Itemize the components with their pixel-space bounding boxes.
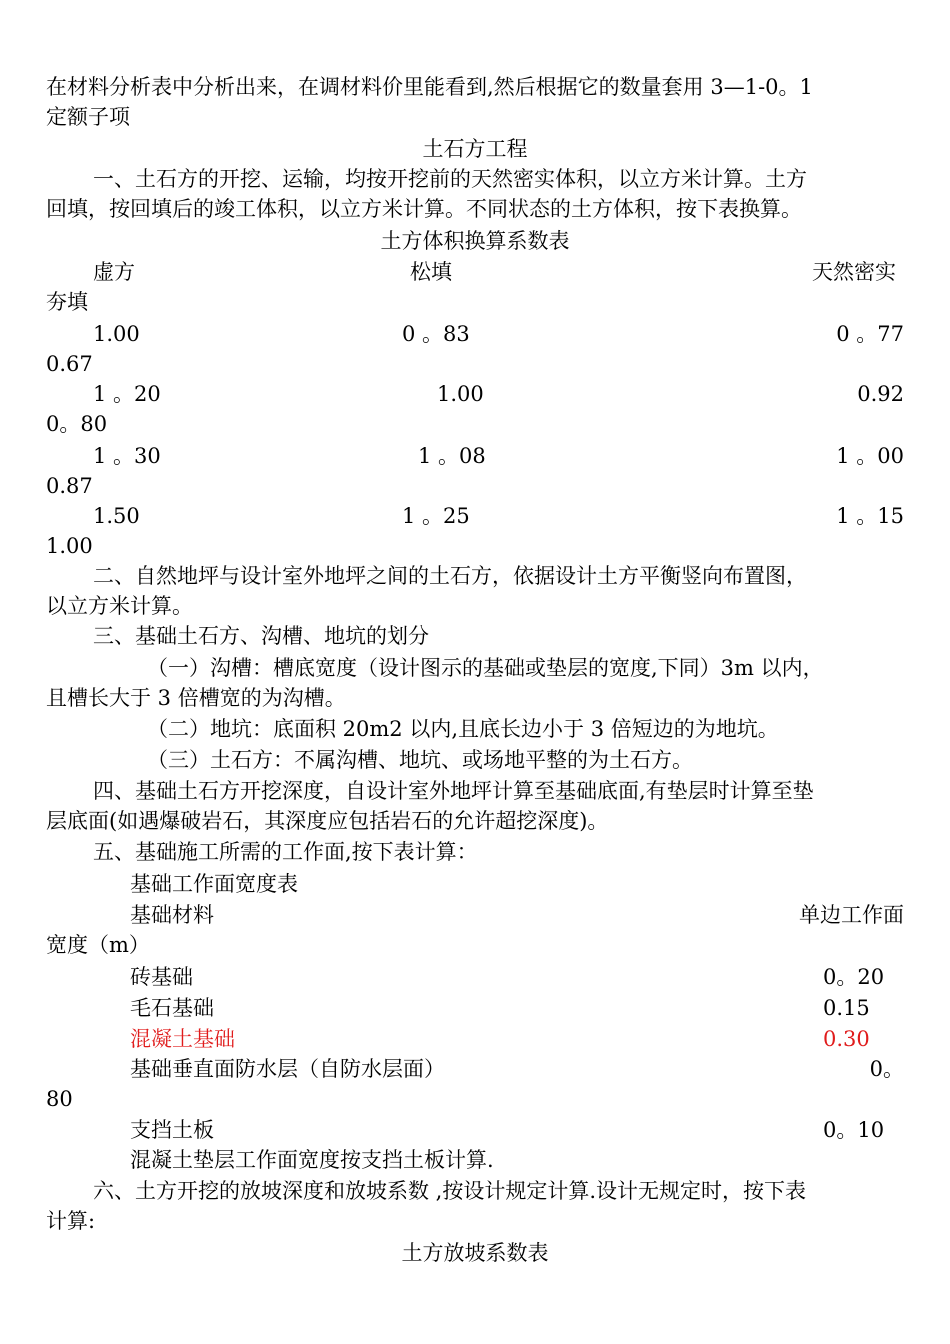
table1-header-natural: 天然密实 bbox=[812, 260, 896, 284]
paragraph-2-line-1: 二、自然地坪与设计室外地坪之间的土石方，依据设计土方平衡竖向布置图， bbox=[93, 564, 807, 588]
table1-r3-c1: 1 。30 bbox=[93, 444, 161, 468]
table1-header-loose: 虚方 bbox=[93, 260, 135, 284]
section-title: 土石方工程 bbox=[422, 137, 528, 161]
table2-header-material: 基础材料 bbox=[130, 903, 214, 927]
paragraph-3-title: 三、基础土石方、沟槽、地坑的划分 bbox=[93, 624, 429, 648]
table2-r4-width-cont: 80 bbox=[46, 1087, 73, 1111]
table3-title: 土方放坡系数表 bbox=[401, 1241, 549, 1265]
table2-note: 混凝土垫层工作面宽度按支挡土板计算. bbox=[130, 1148, 494, 1172]
paragraph-3-item-2: （二）地坑：底面积 20m2 以内,且底长边小于 3 倍短边的为地坑。 bbox=[147, 717, 779, 741]
table1-title: 土方体积换算系数表 bbox=[380, 229, 570, 253]
table1-r4-c1: 1.50 bbox=[93, 504, 140, 528]
table1-r2-c1: 1 。20 bbox=[93, 382, 161, 406]
paragraph-4-line-2: 层底面(如遇爆破岩石，其深度应包括岩石的允许超挖深度)。 bbox=[46, 809, 609, 833]
table2-r5-width: 0。10 bbox=[823, 1118, 885, 1142]
paragraph-5-line-1: 五、基础施工所需的工作面,按下表计算： bbox=[93, 840, 478, 864]
table1-header-compacted: 夯填 bbox=[46, 290, 88, 314]
table1-r4-c4: 1.00 bbox=[46, 534, 93, 558]
table1-r2-c4: 0。80 bbox=[46, 412, 108, 436]
table1-r1-c3: 0 。77 bbox=[836, 322, 904, 346]
paragraph-3-item-1-line-2: 且槽长大于 3 倍槽宽的为沟槽。 bbox=[46, 686, 346, 710]
table2-r5-material: 支挡土板 bbox=[130, 1118, 214, 1142]
table1-header-loose-fill: 松填 bbox=[410, 260, 452, 284]
paragraph-2-line-2: 以立方米计算。 bbox=[46, 594, 193, 618]
paragraph-1-line-1: 一、土石方的开挖、运输，均按开挖前的天然密实体积，以立方米计算。土方 bbox=[93, 167, 807, 191]
table2-r3-material: 混凝土基础 bbox=[130, 1027, 235, 1051]
paragraph-4-line-1: 四、基础土石方开挖深度，自设计室外地坪计算至基础底面,有垫层时计算至垫 bbox=[93, 779, 814, 803]
paragraph-6-line-2: 计算: bbox=[46, 1209, 96, 1233]
table2-r2-width: 0.15 bbox=[823, 996, 870, 1020]
table2-r1-material: 砖基础 bbox=[130, 965, 193, 989]
table1-r3-c4: 0.87 bbox=[46, 474, 93, 498]
table2-r4-material: 基础垂直面防水层（自防水层面） bbox=[130, 1057, 445, 1081]
table1-r3-c2: 1 。08 bbox=[418, 444, 486, 468]
table1-r1-c4: 0.67 bbox=[46, 352, 93, 376]
table2-header-width: 单边工作面 bbox=[799, 903, 904, 927]
intro-line-1: 在材料分析表中分析出来，在调材料价里能看到,然后根据它的数量套用 3—1-0。1 bbox=[46, 75, 813, 99]
table1-r4-c2: 1 。25 bbox=[402, 504, 470, 528]
table2-r4-width: 0。 bbox=[869, 1057, 904, 1081]
table2-r2-material: 毛石基础 bbox=[130, 996, 214, 1020]
table1-r1-c1: 1.00 bbox=[93, 322, 140, 346]
table1-r1-c2: 0 。83 bbox=[402, 322, 470, 346]
table2-r1-width: 0。20 bbox=[823, 965, 885, 989]
paragraph-3-item-1-line-1: （一）沟槽：槽底宽度（设计图示的基础或垫层的宽度,下同）3m 以内， bbox=[147, 656, 824, 680]
paragraph-1-line-2: 回填，按回填后的竣工体积，以立方米计算。不同状态的土方体积，按下表换算。 bbox=[46, 197, 802, 221]
table1-r3-c3: 1 。00 bbox=[836, 444, 904, 468]
table2-r3-width: 0.30 bbox=[823, 1027, 870, 1051]
table2-header-width-unit: 宽度（m） bbox=[46, 933, 150, 957]
intro-line-2: 定额子项 bbox=[46, 105, 130, 129]
table1-r4-c3: 1 。15 bbox=[836, 504, 904, 528]
table2-title: 基础工作面宽度表 bbox=[130, 872, 298, 896]
table1-r2-c2: 1.00 bbox=[437, 382, 484, 406]
paragraph-6-line-1: 六、土方开挖的放坡深度和放坡系数 ,按设计规定计算.设计无规定时，按下表 bbox=[93, 1179, 807, 1203]
table1-r2-c3: 0.92 bbox=[857, 382, 904, 406]
paragraph-3-item-3: （三）土石方：不属沟槽、地坑、或场地平整的为土石方。 bbox=[147, 748, 693, 772]
